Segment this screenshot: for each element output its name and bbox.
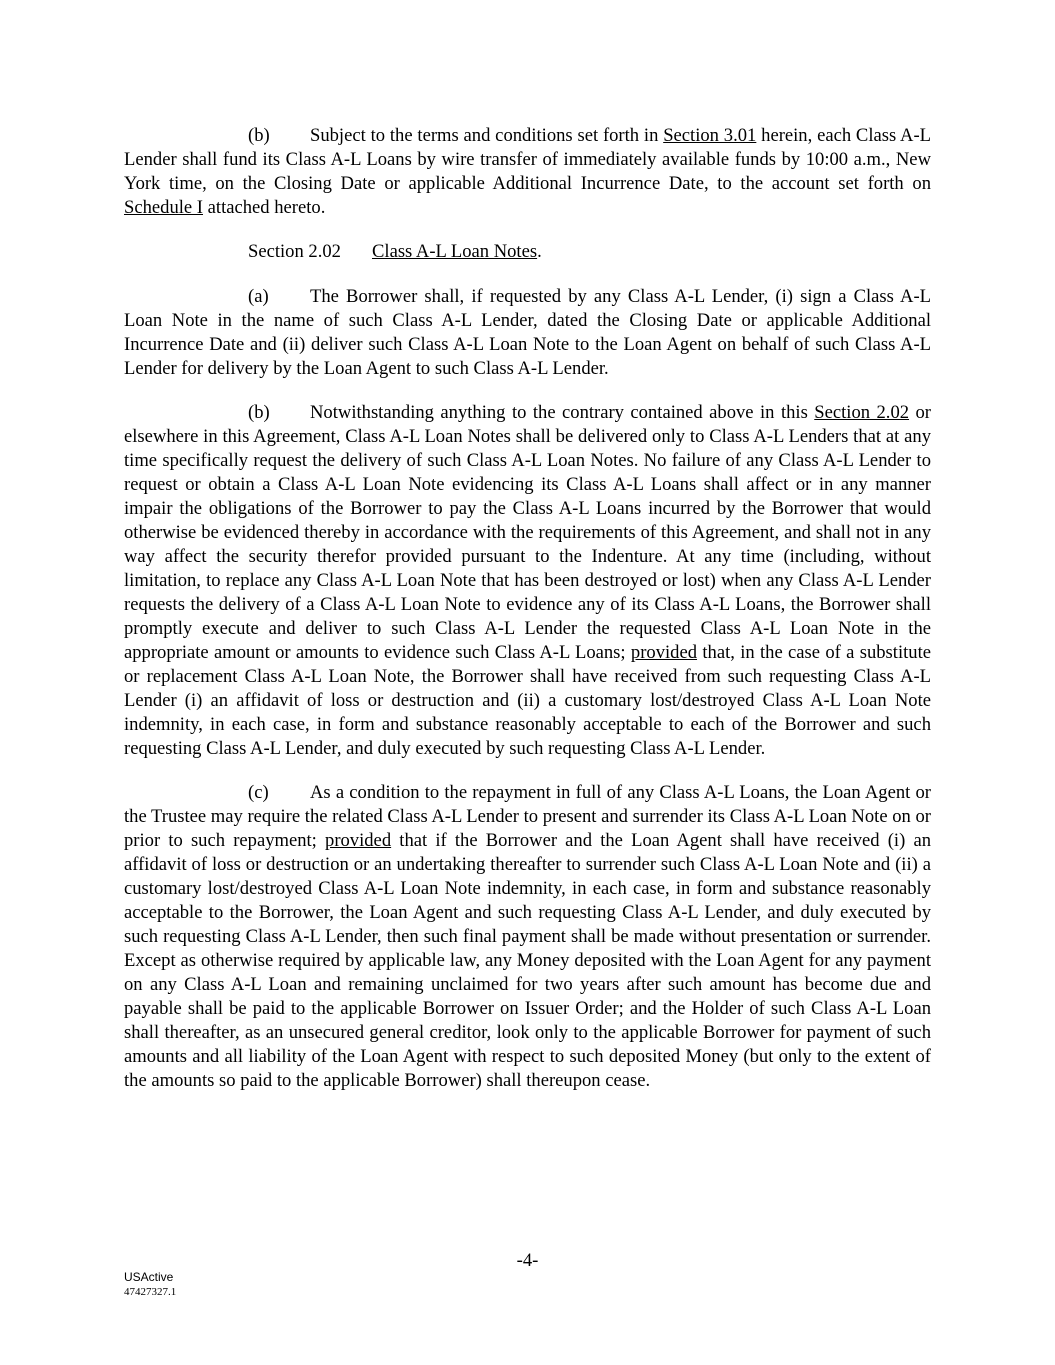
paragraph-text: herein, each Class A-L Lender shall fund its Class A-L Loans by wire transfer of immediately available funds by 10:00 a.m., New York time, on the Closing Date or applicable Additional Incurrence Date, to the account set forth on: [124, 125, 931, 194]
paragraph-text: that if the Borrower and the Loan Agent shall have received (i) an affidavit of loss or destruction or an undertaking thereafter to surrender such Class A-L Loan Note and (ii) a customary lost/destroyed Class A-L Loan Note indemnity, in each case, in form and substance reasonably acceptable to the Borrower, the Loan Agent and such requesting Class A-L Lender, and duly executed by such requesting Class A-L Lender, then such final payment shall be made without presentation or surrender. Except as otherwise required by applicable law, any Money deposited with the Loan Agent for any payment on any Class A-L Loan and remaining unclaimed for two years after such amount has become due and payable shall be paid to the applicable Borrower on Issuer Order; and the Holder of such Class A-L Loan shall thereafter, as an unsecured general creditor, look only to the applicable Borrower for payment of such amounts and all liability of the Loan Agent with respect to such deposited Money (but only to the extent of the amounts so paid to the applicable Borrower) shall thereupon cease.: [124, 830, 931, 1091]
section-3-01-reference: Section 3.01: [663, 125, 757, 146]
paragraph-text: Notwithstanding anything to the contrary contained above in this: [310, 402, 815, 423]
footer-tag: USActive: [124, 1270, 174, 1284]
section-2-02-reference: Section 2.02: [814, 402, 910, 423]
paragraph-a-sign-note: [124, 285, 931, 381]
schedule-i-reference: Schedule I: [124, 197, 203, 218]
paragraph-text: attached hereto.: [203, 197, 326, 218]
page-number: -4-: [516, 1250, 539, 1271]
section-title: Class A-L Loan Notes: [372, 241, 538, 262]
paragraph-c-repayment: [124, 781, 931, 1093]
paragraph-text: The Borrower shall, if requested by any Class A-L Lender, (i) sign a Class A-L Loan Note in the name of such Class A-L Lender, dated the Closing Date or applicable Additional Incurrence Date and (ii) deliver such Class A-L Loan Note to the Loan Agent on behalf of such Class A-L Lender for delivery by the Loan Agent to such Class A-L Lender.: [124, 286, 931, 379]
paragraph-b-funding: [124, 124, 931, 220]
document-body: [124, 124, 931, 1113]
paragraph-label: (b): [248, 125, 270, 146]
paragraph-b-delivery: [124, 401, 931, 761]
paragraph-text: Subject to the terms and conditions set forth in: [310, 125, 664, 146]
section-number: Section 2.02: [248, 241, 341, 262]
section-title-period: .: [537, 241, 542, 262]
section-heading: [124, 240, 931, 264]
paragraph-text: As a condition to the repayment in full of any Class A-L Loans, the Loan Agent or the Trustee may require the related Class A-L Lender to present and surrender its Class A-L Loan Note on or prior to such repayment;: [124, 782, 931, 851]
paragraph-label: (b): [248, 402, 270, 423]
provided-term: provided: [325, 830, 392, 851]
footer-doc-id: 47427327.1: [124, 1286, 177, 1298]
paragraph-text: that, in the case of a substitute or replacement Class A-L Loan Note, the Borrower shall have received from such requesting Class A-L Lender (i) an affidavit of loss or destruction and (ii) a customary lost/destroyed Class A-L Loan Note indemnity, in each case, in form and substance reasonably acceptable to each of the Borrower and such requesting Class A-L Lender, and duly executed by such requesting Class A-L Lender.: [124, 642, 931, 759]
paragraph-label: (a): [248, 286, 269, 307]
paragraph-label: (c): [248, 782, 269, 803]
provided-term: provided: [630, 642, 698, 663]
paragraph-text: or elsewhere in this Agreement, Class A-L Loan Notes shall be delivered only to Class A-L Lenders that at any time specifically request the delivery of such Class A-L Loan Notes. No failure of any Class A-L Lender to request or obtain a Class A-L Loan Note evidencing its Class A-L Loans shall affect or in any manner impair the obligations of the Borrower to pay the Class A-L Loans incurred by the Borrower that would otherwise be evidenced thereby in accordance with the requirements of this Agreement, and shall not in any way affect the security therefor provided pursuant to the Indenture. At any time (including, without limitation, to replace any Class A-L Loan Note that has been destroyed or lost) when any Class A-L Lender requests the delivery of a Class A-L Loan Note to evidence any of its Class A-L Loans, the Borrower shall promptly execute and deliver to such Class A-L Lender the requested Class A-L Loan Note in the appropriate amount or amounts to evidence such Class A-L Loans;: [124, 402, 931, 663]
